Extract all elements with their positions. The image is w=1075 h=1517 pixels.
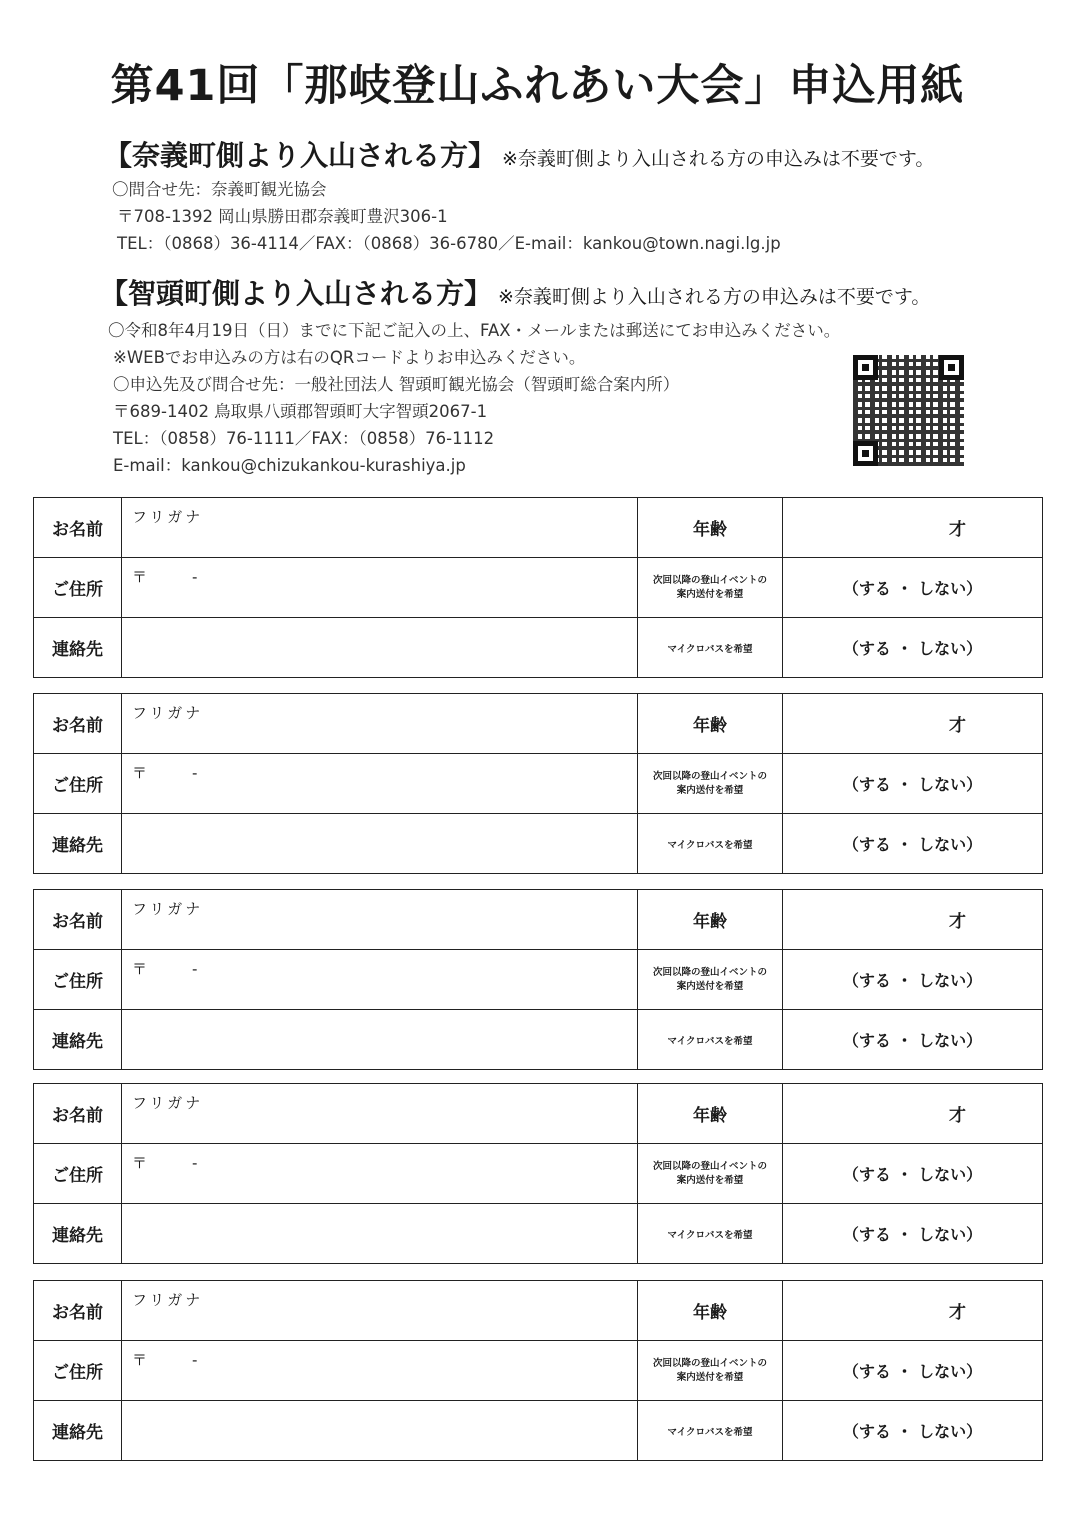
age-field[interactable] <box>783 890 1043 950</box>
contact-label: 連絡先 <box>34 814 122 874</box>
age-unit: 才 <box>949 520 966 540</box>
microbus-label: マイクロバスを希望 <box>638 814 783 874</box>
microbus-choice[interactable]: （する ・ しない） <box>783 1204 1043 1264</box>
contact-field[interactable] <box>122 1204 638 1264</box>
microbus-label: マイクロバスを希望 <box>638 1401 783 1461</box>
age-label: 年齢 <box>638 498 783 558</box>
nagi-heading-note: ※奈義町側より入山される方の申込みは不要です。 <box>502 148 935 170</box>
nagi-heading-text: 【奈義町側より入山される方】 <box>104 139 497 172</box>
contact-label: 連絡先 <box>34 618 122 678</box>
age-label: 年齢 <box>638 1281 783 1341</box>
nagi-info-line: 〒708-1392 岡山県勝田郡奈義町豊沢306-1 <box>117 207 448 226</box>
application-form <box>33 1280 1043 1461</box>
guide-label-line: 案内送付を希望 <box>676 784 744 796</box>
address-field[interactable] <box>122 1341 638 1401</box>
age-field[interactable] <box>783 498 1043 558</box>
age-label: 年齢 <box>638 1084 783 1144</box>
nagi-info-line: 〇問合せ先：奈義町観光協会 <box>112 180 327 199</box>
furigana-label: フリガナ <box>132 900 204 918</box>
application-form <box>33 693 1043 874</box>
microbus-choice[interactable]: （する ・ しない） <box>783 1010 1043 1070</box>
guide-choice[interactable]: （する ・ しない） <box>783 950 1043 1010</box>
furigana-label: フリガナ <box>132 1094 204 1112</box>
contact-field[interactable] <box>122 1401 638 1461</box>
postal-mark: 〒 - <box>132 568 198 586</box>
chizu-heading-note: ※奈義町側より入山される方の申込みは不要です。 <box>498 286 931 308</box>
guide-choice[interactable]: （する ・ しない） <box>783 558 1043 618</box>
microbus-choice[interactable]: （する ・ しない） <box>783 814 1043 874</box>
page-title: 第41回「那岐登山ふれあい大会」申込用紙 <box>110 61 965 111</box>
application-form <box>33 889 1043 1070</box>
name-field[interactable] <box>122 1281 638 1341</box>
microbus-choice[interactable]: （する ・ しない） <box>783 618 1043 678</box>
microbus-label: マイクロバスを希望 <box>638 1010 783 1070</box>
chizu-heading-text: 【智頭町側より入山される方】 <box>100 277 493 310</box>
name-field[interactable] <box>122 1084 638 1144</box>
contact-label: 連絡先 <box>34 1401 122 1461</box>
application-form <box>33 497 1043 678</box>
address-label: ご住所 <box>34 558 122 618</box>
age-unit: 才 <box>949 716 966 736</box>
nagi-contact-info <box>112 176 781 257</box>
name-label: お名前 <box>34 890 122 950</box>
age-field[interactable] <box>783 1281 1043 1341</box>
guide-label-line: 案内送付を希望 <box>676 1371 744 1383</box>
address-label: ご住所 <box>34 754 122 814</box>
contact-field[interactable] <box>122 1010 638 1070</box>
age-field[interactable] <box>783 694 1043 754</box>
furigana-label: フリガナ <box>132 704 204 722</box>
chizu-info-line: E-mail：kankou@chizukankou-kurashiya.jp <box>113 456 466 475</box>
address-label: ご住所 <box>34 1144 122 1204</box>
address-field[interactable] <box>122 558 638 618</box>
nagi-section-heading <box>104 134 934 174</box>
address-field[interactable] <box>122 950 638 1010</box>
age-label: 年齢 <box>638 890 783 950</box>
age-unit: 才 <box>949 1303 966 1323</box>
microbus-choice[interactable]: （する ・ しない） <box>783 1401 1043 1461</box>
chizu-contact-info <box>108 317 840 479</box>
chizu-section-heading <box>100 272 930 312</box>
contact-label: 連絡先 <box>34 1010 122 1070</box>
nagi-info-line: TEL：（0868）36-4114／FAX：（0868）36-6780／E-mail：kankou@town.nagi.lg.jp <box>117 234 781 253</box>
age-unit: 才 <box>949 1106 966 1126</box>
contact-field[interactable] <box>122 814 638 874</box>
postal-mark: 〒 - <box>132 960 198 978</box>
postal-mark: 〒 - <box>132 1351 198 1369</box>
guide-choice[interactable]: （する ・ しない） <box>783 754 1043 814</box>
name-label: お名前 <box>34 694 122 754</box>
guide-request-label <box>638 558 783 618</box>
age-unit: 才 <box>949 912 966 932</box>
guide-label-line: 案内送付を希望 <box>676 1174 744 1186</box>
age-label: 年齢 <box>638 694 783 754</box>
guide-label-line: 次回以降の登山イベントの <box>652 770 767 782</box>
name-label: お名前 <box>34 498 122 558</box>
guide-label-line: 次回以降の登山イベントの <box>652 574 767 586</box>
postal-mark: 〒 - <box>132 1154 198 1172</box>
guide-label-line: 案内送付を希望 <box>676 588 744 600</box>
chizu-info-line: ※WEBでお申込みの方は右のQRコードよりお申込みください。 <box>113 348 586 367</box>
microbus-label: マイクロバスを希望 <box>638 1204 783 1264</box>
name-label: お名前 <box>34 1281 122 1341</box>
address-field[interactable] <box>122 1144 638 1204</box>
name-field[interactable] <box>122 498 638 558</box>
chizu-info-line: 〇令和8年4月19日（日）までに下記ご記入の上、FAX・メールまたは郵送にてお申込みください。 <box>108 321 841 340</box>
guide-label-line: 次回以降の登山イベントの <box>652 1160 767 1172</box>
guide-choice[interactable]: （する ・ しない） <box>783 1144 1043 1204</box>
guide-request-label <box>638 1144 783 1204</box>
name-field[interactable] <box>122 890 638 950</box>
guide-label-line: 次回以降の登山イベントの <box>652 1357 767 1369</box>
furigana-label: フリガナ <box>132 1291 204 1309</box>
guide-label-line: 案内送付を希望 <box>676 980 744 992</box>
address-label: ご住所 <box>34 1341 122 1401</box>
guide-choice[interactable]: （する ・ しない） <box>783 1341 1043 1401</box>
name-label: お名前 <box>34 1084 122 1144</box>
address-label: ご住所 <box>34 950 122 1010</box>
contact-field[interactable] <box>122 618 638 678</box>
age-field[interactable] <box>783 1084 1043 1144</box>
furigana-label: フリガナ <box>132 508 204 526</box>
chizu-info-line: 〒689-1402 鳥取県八頭郡智頭町大字智頭2067-1 <box>113 402 488 421</box>
chizu-info-line: TEL：（0858）76-1111／FAX：（0858）76-1112 <box>113 429 495 448</box>
guide-request-label <box>638 950 783 1010</box>
guide-request-label <box>638 1341 783 1401</box>
postal-mark: 〒 - <box>132 764 198 782</box>
contact-label: 連絡先 <box>34 1204 122 1264</box>
name-field[interactable] <box>122 694 638 754</box>
guide-label-line: 次回以降の登山イベントの <box>652 966 767 978</box>
address-field[interactable] <box>122 754 638 814</box>
application-form <box>33 1083 1043 1264</box>
guide-request-label <box>638 754 783 814</box>
microbus-label: マイクロバスを希望 <box>638 618 783 678</box>
chizu-info-line: 〇申込先及び問合せ先：一般社団法人 智頭町観光協会（智頭町総合案内所） <box>113 375 680 394</box>
